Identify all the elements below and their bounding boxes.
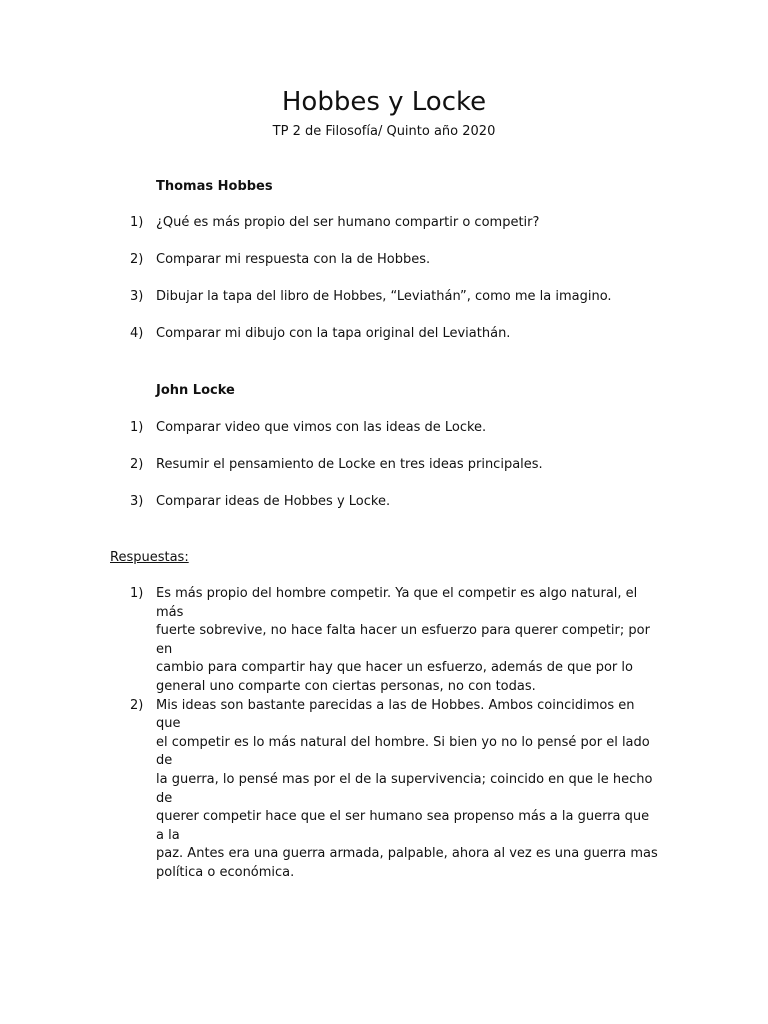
document-title: Hobbes y Locke — [281, 87, 487, 117]
answer-text — [156, 585, 659, 697]
question-text: Comparar ideas de Hobbes y Locke. — [156, 494, 391, 509]
list-item — [0, 288, 768, 306]
question-text: Comparar mi respuesta con la de Hobbes. — [156, 252, 431, 267]
item-number: 1) — [130, 215, 144, 230]
answers-heading: Respuestas: — [110, 550, 189, 565]
item-number: 3) — [130, 289, 144, 304]
list-item — [0, 456, 768, 474]
list-item — [0, 493, 768, 511]
item-number: 2) — [130, 697, 144, 713]
hobbes-heading: Thomas Hobbes — [156, 179, 273, 194]
list-item — [0, 214, 768, 232]
item-number: 4) — [130, 326, 144, 341]
question-text: Dibujar la tapa del libro de Hobbes, “Leviathán”, como me la imagino. — [156, 289, 612, 304]
locke-question-list — [0, 419, 768, 530]
answer-list — [0, 585, 768, 883]
item-number: 1) — [130, 420, 144, 435]
answer-line: cambio para compartir hay que hacer un esfuerzo, además de que por lo — [156, 660, 633, 676]
list-item — [0, 251, 768, 269]
answer-line: Es más propio del hombre competir. Ya que el competir es algo natural, el más — [156, 586, 638, 620]
document-subtitle: TP 2 de Filosofía/ Quinto año 2020 — [272, 124, 496, 139]
answer-line: paz. Antes era una guerra armada, palpable, ahora al vez es una guerra mas — [156, 846, 658, 862]
question-text: Resumir el pensamiento de Locke en tres ideas principales. — [156, 457, 543, 472]
answer-line: querer competir hace que el ser humano sea propenso más a la guerra que a la — [156, 809, 650, 843]
answer-line: el competir es lo más natural del hombre. Si bien yo no lo pensé por el lado de — [156, 734, 650, 769]
answer-line: la guerra, lo pensé mas por el de la supervivencia; coincido en que le hecho de — [156, 771, 653, 806]
answer-text — [156, 697, 659, 883]
item-number: 1) — [130, 586, 144, 601]
answer-line: general uno comparte con ciertas personas, no con todas. — [156, 678, 536, 694]
answer-line: Mis ideas son bastante parecidas a las de Hobbes. Ambos coincidimos en que — [156, 697, 635, 732]
item-number: 2) — [130, 252, 144, 267]
item-number: 3) — [130, 494, 144, 509]
question-text: ¿Qué es más propio del ser humano compartir o competir? — [156, 215, 540, 230]
question-text: Comparar mi dibujo con la tapa original del Leviathán. — [156, 326, 511, 341]
locke-heading: John Locke — [156, 383, 235, 398]
hobbes-question-list — [0, 214, 768, 362]
question-text: Comparar video que vimos con las ideas de Locke. — [156, 420, 487, 435]
list-item — [0, 585, 768, 697]
list-item — [0, 419, 768, 437]
item-number: 2) — [130, 457, 144, 472]
answer-line: fuerte sobrevive, no hace falta hacer un esfuerzo para querer competir; por en — [156, 623, 650, 657]
answer-line: política o económica. — [156, 864, 295, 880]
list-item — [0, 325, 768, 343]
list-item — [0, 697, 768, 883]
